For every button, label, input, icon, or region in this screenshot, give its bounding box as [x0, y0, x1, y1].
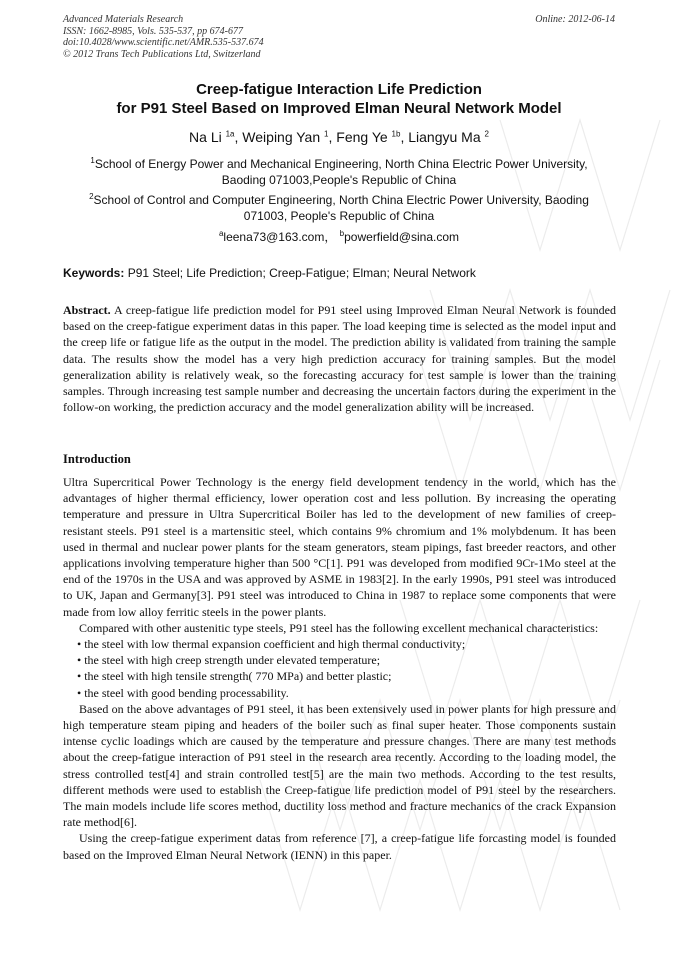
title-line-1: Creep-fatigue Interaction Life Prediction	[196, 81, 482, 98]
list-item: • the steel with good bending processability.	[77, 685, 616, 701]
author-name: Feng Ye	[336, 129, 388, 145]
journal-info	[63, 14, 264, 60]
author-affil-mark: 1	[324, 129, 329, 139]
author-name: Liangyu Ma	[408, 129, 481, 145]
author-affil-mark: 1b	[391, 129, 401, 139]
affiliation-2	[70, 192, 608, 224]
copyright-line: © 2012 Trans Tech Publications Ltd, Switzerland	[63, 48, 261, 60]
journal-name: Advanced Materials Research	[63, 14, 184, 25]
affiliation-1	[70, 156, 608, 188]
email-list	[40, 229, 638, 245]
intro-paragraph-4: Using the creep-fatigue experiment datas from reference [7], a creep-fatigue life forcasting model is founded based on the Improved Elman Neural Network (IENN) in this paper.	[63, 831, 616, 862]
author-name: Na Li	[189, 129, 222, 145]
introduction-body	[63, 474, 616, 863]
email-link[interactable]: leena73@163.com，	[223, 230, 337, 244]
paper-title	[40, 80, 638, 118]
abstract-text: A creep-fatigue life prediction model for P91 steel using Improved Elman Neural Network is founded based on the creep-fatigue experiment datas in this paper. The load keeping time is selected as the model input and the creep life or fatigue life as the output in the model. The prediction ability is validated from training the sample data. The results show the model has a very high prediction accuracy for training samples. But the model generalization ability is relatively weak, so the forecasting accuracy for test sample is lower than the training samples. Through increasing test sample number and decreasing the uncertain factors during the experiment in the follow-on working, the prediction accuracy and the model generalization ability will be increased.	[63, 303, 616, 415]
intro-paragraph-2: Compared with other austenitic type steels, P91 steel has the following excellent mechanical characteristics:	[79, 620, 599, 635]
affil-text: School of Control and Computer Engineering, North China Electric Power University, Baoding 071003, People's Republic of China	[93, 193, 589, 223]
affil-text: School of Energy Power and Mechanical Engineering, North China Electric Power University, Baoding 071003,People's Republic of China	[94, 157, 588, 187]
email-mark: a	[218, 229, 224, 238]
issn-line: ISSN: 1662-8985, Vols. 535-537, pp 674-677	[63, 25, 243, 37]
affil-mark: 2	[89, 192, 94, 201]
abstract	[63, 302, 616, 415]
section-heading-introduction: Introduction	[63, 452, 131, 466]
email-link[interactable]: powerfield@sina.com	[344, 230, 460, 244]
list-item: • the steel with low thermal expansion coefficient and high thermal conductivity;	[77, 636, 616, 652]
email-mark: b	[339, 229, 345, 238]
keywords-label: Keywords:	[63, 266, 125, 280]
author-name: Weiping Yan	[242, 129, 321, 145]
keywords-text: P91 Steel; Life Prediction; Creep-Fatigue; Elman; Neural Network	[127, 266, 476, 280]
author-list: Na Li $^{1a}$, Weiping Yan $^1$, Feng Ye $^{1b}$, Liangyu Ma $^2$	[189, 129, 489, 145]
affil-mark: 1	[90, 156, 95, 165]
doi-line[interactable]: doi:10.4028/www.scientific.net/AMR.535-537.674	[63, 37, 264, 48]
list-item: • the steel with high tensile strength( 770 MPa) and better plastic;	[77, 668, 616, 684]
intro-paragraph-3: Based on the above advantages of P91 steel, it has been extensively used in power plants for high pressure and high temperature steam piping and headers of the boiler such as final super heater. Those components sustain intense cyclic loadings which are caused by the temperature and pressure changes. There are many test methods about the creep-fatigue interaction of P91 steel in the research area recently. According to the loading model, the stress controlled test[4] and strain controlled test[5] are the main two methods. According to the test results, different methods were used to establish the Creep-fatigue life prediction model of P91 steel by the researchers. The main models include life scores method, ductility loss method and fracture mechanics of the crack Expansion rate method[6].	[63, 701, 616, 830]
keywords	[63, 265, 616, 281]
online-date: Online: 2012-06-14	[535, 14, 615, 25]
title-line-2: for P91 Steel Based on Improved Elman Neural Network Model	[116, 100, 562, 117]
author-affil-mark: 1a	[225, 129, 235, 139]
author-affil-mark: 2	[484, 129, 489, 139]
characteristics-list	[63, 636, 616, 701]
abstract-label: Abstract.	[63, 303, 111, 317]
list-item: • the steel with high creep strength under elevated temperature;	[77, 652, 616, 668]
intro-paragraph-1: Ultra Supercritical Power Technology is the energy field development tendency in the world, which has the advantages of higher thermal efficiency, lower operation cost and less pollution. By increasing the operating temperature and pressure in Ultra Supercritical Boiler has led to the development of new families of creep-resistant steels. P91 steel is a martensitic steel, which contains 9% chromium and 1% molybdenum. It has been used in thermal and nuclear power plants for the steam generators, steam pipings, fast breeder reactors, and other applications involving temperature higher than 500 °C[1]. P91 was developed from modified 9Cr-1Mo steel at the end of the 1970s in the USA and was approved by ASME in 1983[2]. In the early 1990s, P91 steel was introduced to UK, Japan and Germany[3]. P91 steel was introduced to China in 1987 to replace some components that were made from low alloy ferritic steels in the power plants.	[63, 475, 616, 619]
